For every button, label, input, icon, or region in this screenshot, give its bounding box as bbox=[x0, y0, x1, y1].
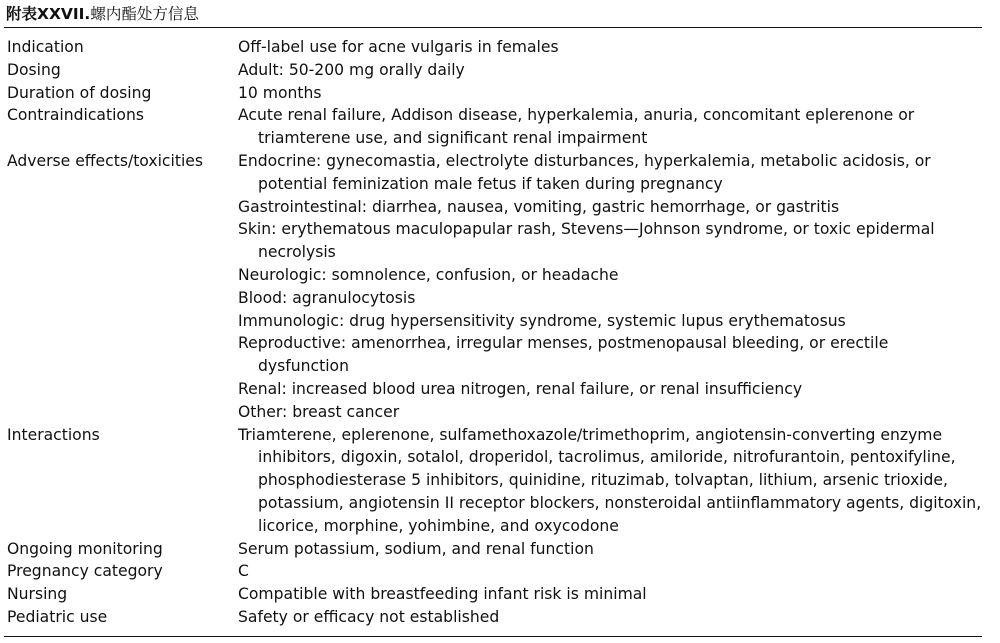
row-item: Adult: 50-200 mg orally daily bbox=[238, 60, 465, 79]
row-content bbox=[238, 424, 983, 538]
row-item: 10 months bbox=[238, 83, 322, 102]
row-label: Dosing bbox=[7, 60, 61, 79]
row-label: Pregnancy category bbox=[7, 562, 163, 581]
row-item: Compatible with breastfeeding infant risk is minimal bbox=[238, 585, 647, 604]
row-label: Contraindications bbox=[7, 106, 144, 125]
row-item: Off-label use for acne vulgaris in females bbox=[238, 38, 559, 56]
row-content bbox=[238, 82, 983, 105]
row-item: Serum potassium, sodium, and renal function bbox=[238, 539, 594, 558]
table-row bbox=[7, 150, 983, 424]
row-content bbox=[238, 583, 983, 606]
row-item: Safety or efficacy not established bbox=[238, 607, 500, 626]
table-row bbox=[7, 583, 983, 606]
row-item: Triamterene, eplerenone, sulfamethoxazole/trimethoprim, angiotensin-converting enzyme inhibitors, digoxin, sotalol, droperidol, tacrolimus, amiloride, nitrofurantoin, pentoxifyline, phosphodiesterase 5 inhibitors, quinidine, rituzimab, tolvaptan, lithium, arsenic trioxide, potassium, angiotensin II receptor blockers, nonsteroidal antiinflammatory agents, digitoxin, licorice, morphine, yohimbine, and oxycodone bbox=[238, 425, 982, 535]
table-title bbox=[6, 4, 199, 24]
row-content bbox=[238, 59, 983, 82]
row-item: Reproductive: amenorrhea, irregular menses, postmenopausal bleeding, or erectile dysfunction bbox=[238, 334, 889, 376]
row-label: Pediatric use bbox=[7, 607, 108, 626]
row-item: Acute renal failure, Addison disease, hyperkalemia, anuria, concomitant eplerenone or triamterene use, and significant renal impairment bbox=[238, 106, 915, 148]
row-item: Immunologic: drug hypersensitivity syndrome, systemic lupus erythematosus bbox=[238, 311, 846, 330]
row-content bbox=[238, 36, 983, 59]
row-item: Blood: agranulocytosis bbox=[238, 288, 416, 307]
row-label: Interactions bbox=[7, 425, 100, 444]
table-number: 附表XXVII. bbox=[6, 5, 91, 23]
table-row bbox=[7, 59, 983, 82]
row-content bbox=[238, 104, 983, 150]
row-item: Endocrine: gynecomastia, electrolyte disturbances, hyperkalemia, metabolic acidosis, or potential feminization male fetus if taken during pregnancy bbox=[238, 151, 931, 193]
row-content bbox=[238, 150, 983, 424]
table-row bbox=[7, 104, 983, 150]
row-content bbox=[238, 538, 983, 561]
table-row bbox=[7, 560, 983, 583]
row-label: Nursing bbox=[7, 585, 68, 604]
bottom-rule bbox=[4, 636, 982, 637]
table-row bbox=[7, 606, 983, 629]
table-row bbox=[7, 424, 983, 538]
row-label: Duration of dosing bbox=[7, 83, 152, 102]
row-item: Renal: increased blood urea nitrogen, renal failure, or renal insufficiency bbox=[238, 379, 803, 398]
prescribing-info-table bbox=[7, 36, 983, 629]
table-caption: 螺内酯处方信息 bbox=[90, 5, 199, 23]
row-label: Adverse effects/toxicities bbox=[7, 151, 204, 170]
row-content bbox=[238, 560, 983, 583]
row-item: Neurologic: somnolence, confusion, or headache bbox=[238, 265, 619, 284]
table-row bbox=[7, 36, 983, 59]
table-row bbox=[7, 82, 983, 105]
top-rule bbox=[4, 27, 982, 28]
row-item: Other: breast cancer bbox=[238, 402, 400, 421]
row-item: C bbox=[238, 562, 249, 581]
table-row bbox=[7, 538, 983, 561]
row-item: Gastrointestinal: diarrhea, nausea, vomiting, gastric hemorrhage, or gastritis bbox=[238, 197, 840, 216]
row-content bbox=[238, 606, 983, 629]
row-label: Ongoing monitoring bbox=[7, 539, 163, 558]
row-item: Skin: erythematous maculopapular rash, Stevens—Johnson syndrome, or toxic epidermal necrolysis bbox=[238, 220, 935, 262]
row-label: Indication bbox=[7, 38, 84, 56]
